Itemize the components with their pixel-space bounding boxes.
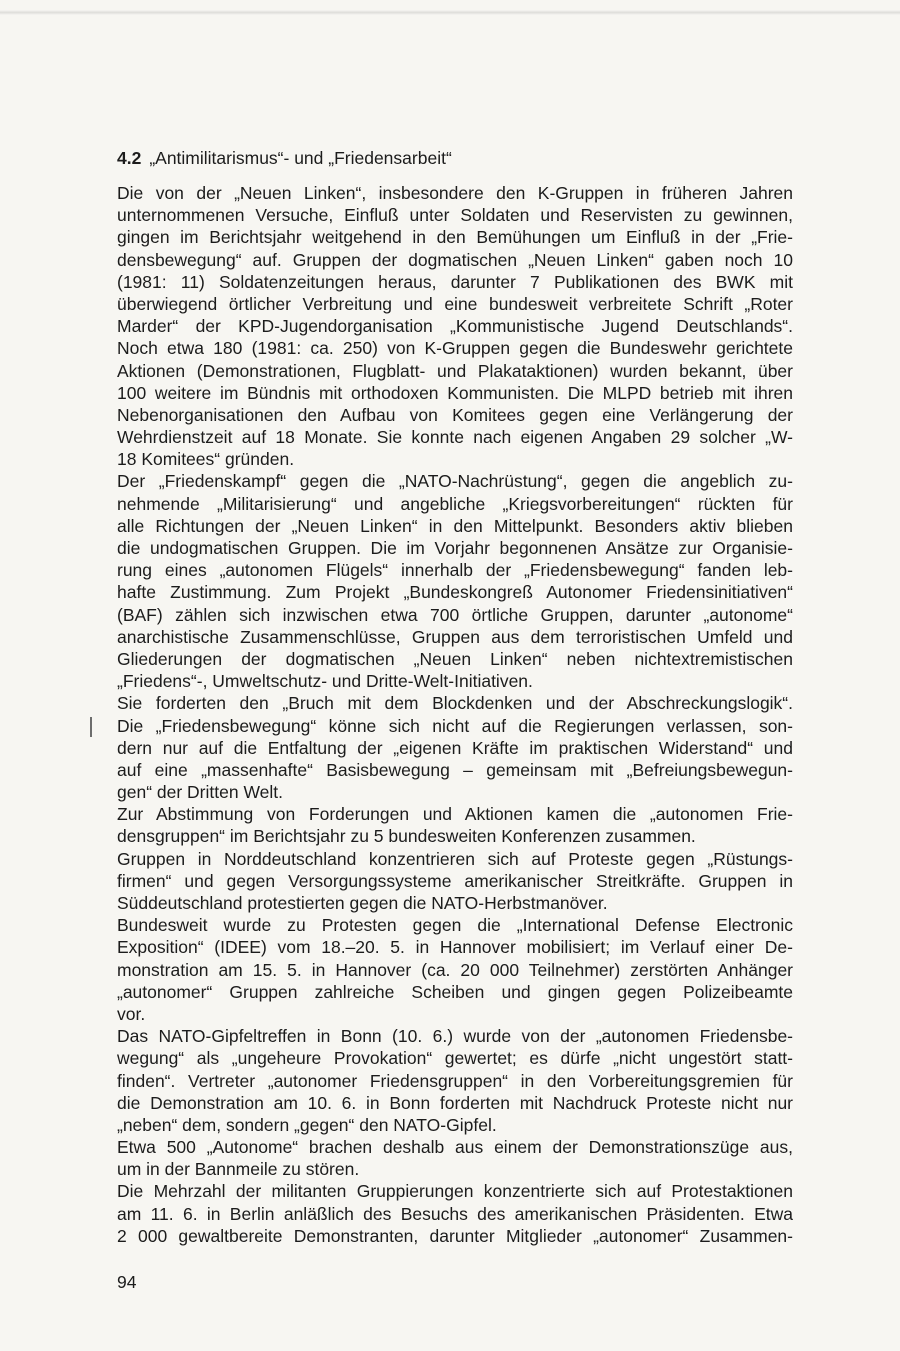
text-line: (BAF) zählen sich inzwischen etwa 700 örtliche Gruppen, darunter „autonome“ [117, 604, 793, 625]
body-text [117, 182, 793, 1247]
text-line: Marder“ der KPD-Jugendorganisation „Kommunistische Jugend Deutschlands“. [117, 316, 793, 337]
text-line: monstration am 15. 5. in Hannover (ca. 20 000 Teilnehmer) zerstörten Anhänger [117, 959, 793, 980]
text-line: alle Richtungen der „Neuen Linken“ in den Mittelpunkt. Besonders aktiv blieben [117, 515, 793, 536]
section-title: „Antimilitarismus“- und „Friedensarbeit“ [149, 148, 452, 168]
text-line: Die von der „Neuen Linken“, insbesondere den K-Gruppen in früheren Jahren [117, 183, 793, 203]
text-line: Etwa 500 „Autonome“ brachen deshalb aus einem der Demonstrationszüge aus, [117, 1137, 793, 1158]
text-line: gingen im Berichtsjahr weitgehend in den Bemühungen um Einfluß in der „Frie- [117, 227, 793, 248]
text-line: wegung“ als „ungeheure Provokation“ gewertet; es dürfe „nicht ungestört statt- [117, 1048, 793, 1069]
text-line: 100 weitere im Bündnis mit orthodoxen Kommunisten. Die MLPD betrieb mit ihren [117, 382, 793, 403]
text-line: densgruppen“ im Berichtsjahr zu 5 bundesweiten Konferenzen zusammen. [117, 826, 696, 847]
text-line: densbewegung“ auf. Gruppen der dogmatischen „Neuen Linken“ gaben noch 10 [117, 249, 793, 270]
text-line: Aktionen (Demonstrationen, Flugblatt- und Plakataktionen) wurden bekannt, über [117, 360, 793, 381]
text-line: Wehrdienstzeit auf 18 Monate. Sie konnte nach eigenen Angaben 29 solcher „W- [117, 427, 793, 448]
text-line: Süddeutschland protestierten gegen die NATO-Herbstmanöver. [117, 893, 608, 913]
text-line: Gliederungen der dogmatischen „Neuen Linken“ neben nichtextremistischen [117, 648, 793, 669]
text-line: rung eines „autonomen Flügels“ innerhalb der „Friedensbewegung“ fanden leb- [117, 560, 793, 581]
text-line: hafte Zustimmung. Zum Projekt „Bundeskongreß Autonomer Friedensinitiativen“ [117, 582, 793, 603]
text-line: finden“. Vertreter „autonomer Friedensgruppen“ in den Vorbereitungsgremien für [117, 1070, 793, 1091]
page-number: 94 [117, 1272, 137, 1292]
text-line: um in der Bannmeile zu stören. [117, 1159, 360, 1180]
text-line: 18 Komitees“ gründen. [117, 449, 295, 470]
text-line: Noch etwa 180 (1981: ca. 250) von K-Gruppen gegen die Bundeswehr gerichtete [117, 338, 793, 359]
text-line: Sie forderten den „Bruch mit dem Blockdenken und der Abschreckungslogik“. [117, 693, 793, 714]
document-page [117, 147, 793, 1247]
text-line: Die Mehrzahl der militanten Gruppierungen konzentrierte sich auf Protestaktionen [117, 1181, 793, 1202]
text-line: anarchistische Zusammenschlüsse, Gruppen aus dem terroristischen Umfeld und [117, 626, 793, 647]
text-line: „autonomer“ Gruppen zahlreiche Scheiben und gingen gegen Polizeibeamte [117, 981, 793, 1002]
text-line: Bundesweit wurde zu Protesten gegen die „International Defense Electronic [117, 915, 793, 936]
text-line: Nebenorganisationen den Aufbau von Komitees gegen eine Verlängerung der [117, 404, 793, 425]
text-line: unternommenen Versuche, Einfluß unter Soldaten und Reservisten zu gewinnen, [117, 205, 793, 226]
text-line: vor. [117, 1003, 146, 1024]
section-number: 4.2 [117, 148, 142, 168]
text-line: die undogmatischen Gruppen. Die im Vorjahr begonnenen Ansätze zur Organisie- [117, 538, 793, 558]
text-line: gen“ der Dritten Welt. [117, 782, 283, 803]
text-line: firmen“ und gegen Versorgungssysteme amerikanischer Streitkräfte. Gruppen in [117, 870, 793, 891]
scan-shadow [0, 10, 900, 15]
text-line: (1981: 11) Soldatenzeitungen heraus, darunter 7 Publikationen des BWK mit [117, 271, 793, 292]
text-line: auf eine „massenhafte“ Basisbewegung – gemeinsam mit „Befreiungsbewegun- [117, 759, 793, 780]
text-line: Zur Abstimmung von Forderungen und Aktionen kamen die „autonomen Frie- [117, 804, 793, 825]
text-line: die Demonstration am 10. 6. in Bonn forderten mit Nachdruck Proteste nicht nur [117, 1092, 793, 1113]
text-line: „neben“ dem, sondern „gegen“ den NATO-Gipfel. [117, 1114, 497, 1135]
text-line: Exposition“ (IDEE) vom 18.–20. 5. in Hannover mobilisiert; im Verlauf einer De- [117, 937, 793, 958]
text-line: Gruppen in Norddeutschland konzentrieren sich auf Proteste gegen „Rüstungs- [117, 848, 793, 869]
text-line: am 11. 6. in Berlin anläßlich des Besuchs des amerikanischen Präsidenten. Etwa [117, 1203, 793, 1224]
text-line: Der „Friedenskampf“ gegen die „NATO-Nachrüstung“, gegen die angeblich zu- [117, 471, 793, 492]
text-line: 2 000 gewaltbereite Demonstranten, darunter Mitglieder „autonomer“ Zusammen- [117, 1225, 793, 1246]
text-line: „Friedens“-, Umweltschutz- und Dritte-Welt-Initiativen. [117, 671, 533, 692]
text-line: Die „Friedensbewegung“ könne sich nicht auf die Regierungen verlassen, son- [117, 715, 793, 736]
text-line: dern nur auf die Entfaltung der „eigenen Kräfte im praktischen Widerstand“ und [117, 737, 793, 758]
text-line: überwiegend örtlicher Verbreitung und eine bundesweit verbreitete Schrift „Roter [117, 293, 793, 314]
text-line: nehmende „Militarisierung“ und angebliche „Kriegsvorbereitungen“ rückten für [117, 493, 793, 514]
margin-mark [90, 717, 92, 737]
section-heading [117, 147, 793, 169]
text-line: Das NATO-Gipfeltreffen in Bonn (10. 6.) wurde von der „autonomen Friedensbe- [117, 1026, 793, 1047]
